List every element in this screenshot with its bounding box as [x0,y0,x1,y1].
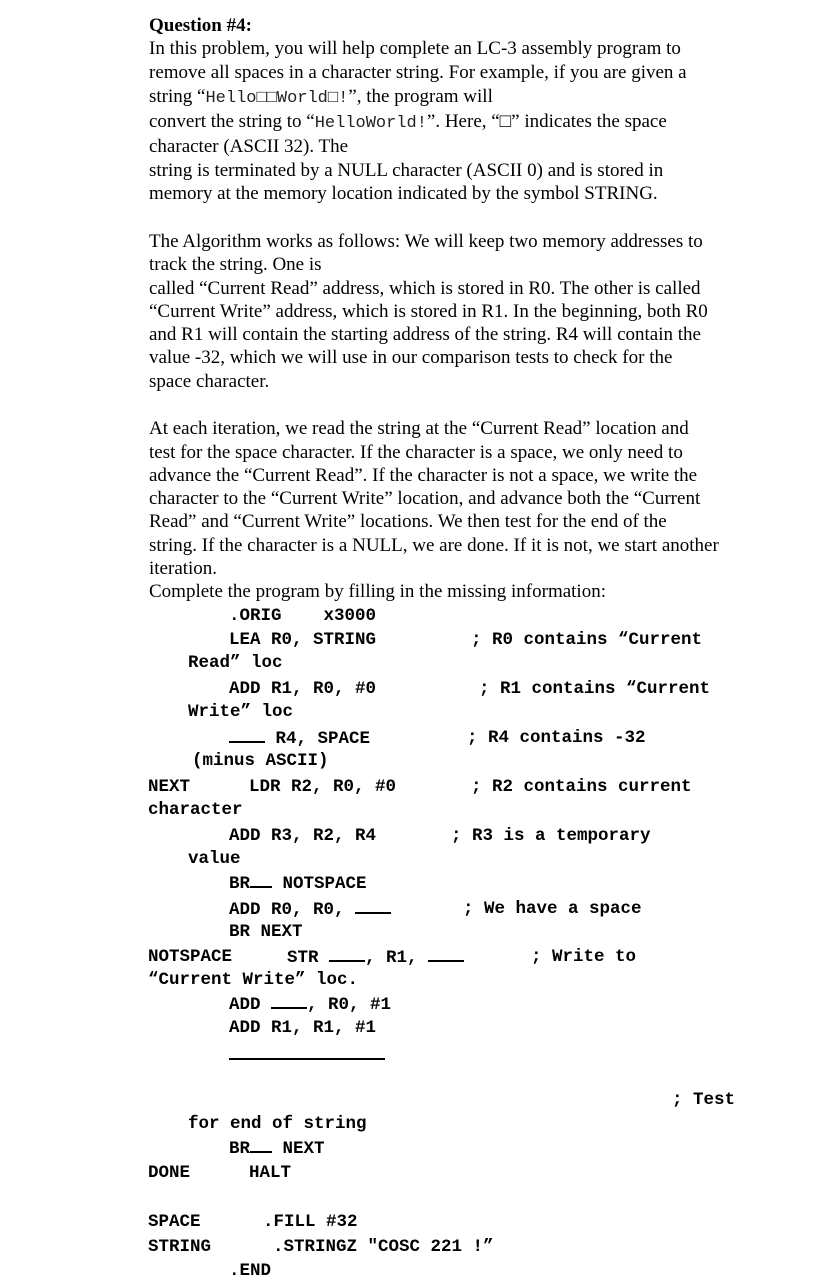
code-comment: ; R4 contains -32 [467,728,646,748]
code-line: BR NOTSPACE [229,874,367,894]
code-comment-wrap: for end of string [188,1114,367,1134]
code-comment: ; Write to [531,947,637,967]
code-line: LEA R0, STRING [229,630,377,650]
paragraph-line: At each iteration, we read the string at the “Current Read” location and [149,418,689,439]
paragraph-line: test for the space character. If the character is a space, we only need to [149,442,683,463]
code-label: DONE [148,1163,191,1183]
code-line: ADD R1, R1, #1 [229,1018,377,1038]
answer-blank[interactable] [271,993,307,1009]
code-line: .STRINGZ "COSC 221 !” [273,1237,494,1257]
paragraph-line: memory at the memory location indicated by the symbol STRING. [149,183,658,204]
code-line: .ORIG x3000 [229,606,377,626]
answer-blank[interactable] [355,898,391,914]
paragraph-line: In this problem, you will help complete an LC-3 assembly program to [149,38,681,59]
code-comment: ; R2 contains current [471,777,692,797]
code-comment-wrap: value [188,849,241,869]
code-line: .FILL #32 [263,1212,358,1232]
code-comment: ; R3 is a temporary [451,826,651,846]
code-comment-wrap: Read” loc [188,653,283,673]
code-line: .END [229,1261,272,1281]
code-line: BR NEXT [229,1139,325,1159]
paragraph-line: “Current Write” address, which is stored in R1. In the beginning, both R0 [149,301,708,322]
code-line: ADD R0, R0, [229,898,391,921]
question-title: Question #4: [149,15,252,36]
paragraph-line: track the string. One is [149,254,322,275]
paragraph-line: character (ASCII 32). The [149,136,349,157]
code-label: STRING [148,1237,212,1257]
code-line: STR , R1, [287,946,464,969]
code-label: NOTSPACE [148,947,233,967]
paragraph-line: space character. [149,371,270,392]
code-comment-wrap: Write” loc [188,702,294,722]
paragraph-line: string is terminated by a NULL character (ASCII 0) and is stored in [149,160,664,181]
paragraph-line: string. If the character is a NULL, we are done. If it is not, we start another [149,535,719,556]
code-comment: ; R0 contains “Current [471,630,703,650]
paragraph-line: convert the string to “HelloWorld!”. Here, “□” indicates the space [149,111,667,133]
paragraph-line: and R1 will contain the starting address of the string. R4 will contain the [149,324,701,345]
paragraph-line: called “Current Read” address, which is stored in R0. The other is called [149,278,701,299]
paragraph-line: value -32, which we will use in our comparison tests to check for the [149,347,673,368]
answer-blank[interactable] [428,946,464,962]
code-comment: ; Test [672,1090,736,1110]
paragraph-line: remove all spaces in a character string. For example, if you are given a [149,62,687,83]
code-comment: ; We have a space [463,899,642,919]
paragraph-line: advance the “Current Read”. If the character is not a space, we write the [149,465,698,486]
code-comment-wrap: character [148,800,243,820]
paragraph-line: iteration. [149,558,218,579]
code-label: SPACE [148,1212,201,1232]
paragraph-line: The Algorithm works as follows: We will keep two memory addresses to [149,231,703,252]
answer-blank[interactable] [250,872,272,888]
code-line-blank-opcode: R4, SPACE [229,727,370,750]
code-comment-wrap: “Current Write” loc. [148,970,359,990]
code-line: HALT [249,1163,292,1183]
answer-blank[interactable] [329,946,365,962]
answer-blank-line[interactable] [229,1058,385,1060]
code-comment-wrap: (minus ASCII) [192,751,329,771]
answer-blank[interactable] [250,1137,272,1153]
paragraph-line: Read” and “Current Write” locations. We then test for the end of the [149,511,667,532]
code-label: NEXT [148,777,191,797]
instruction-line: Complete the program by filling in the missing information: [149,581,606,602]
answer-blank[interactable] [229,727,265,743]
paragraph-line: character to the “Current Write” location, and advance both the “Current [149,488,701,509]
code-line: ADD R3, R2, R4 [229,826,377,846]
code-line: LDR R2, R0, #0 [249,777,397,797]
paragraph-line: string “Hello□□World□!”, the program will [149,86,493,108]
code-line: ADD , R0, #1 [229,995,392,1015]
code-line: BR NEXT [229,922,303,942]
code-line: ADD R1, R0, #0 [229,679,377,699]
code-comment: ; R1 contains “Current [479,679,711,699]
